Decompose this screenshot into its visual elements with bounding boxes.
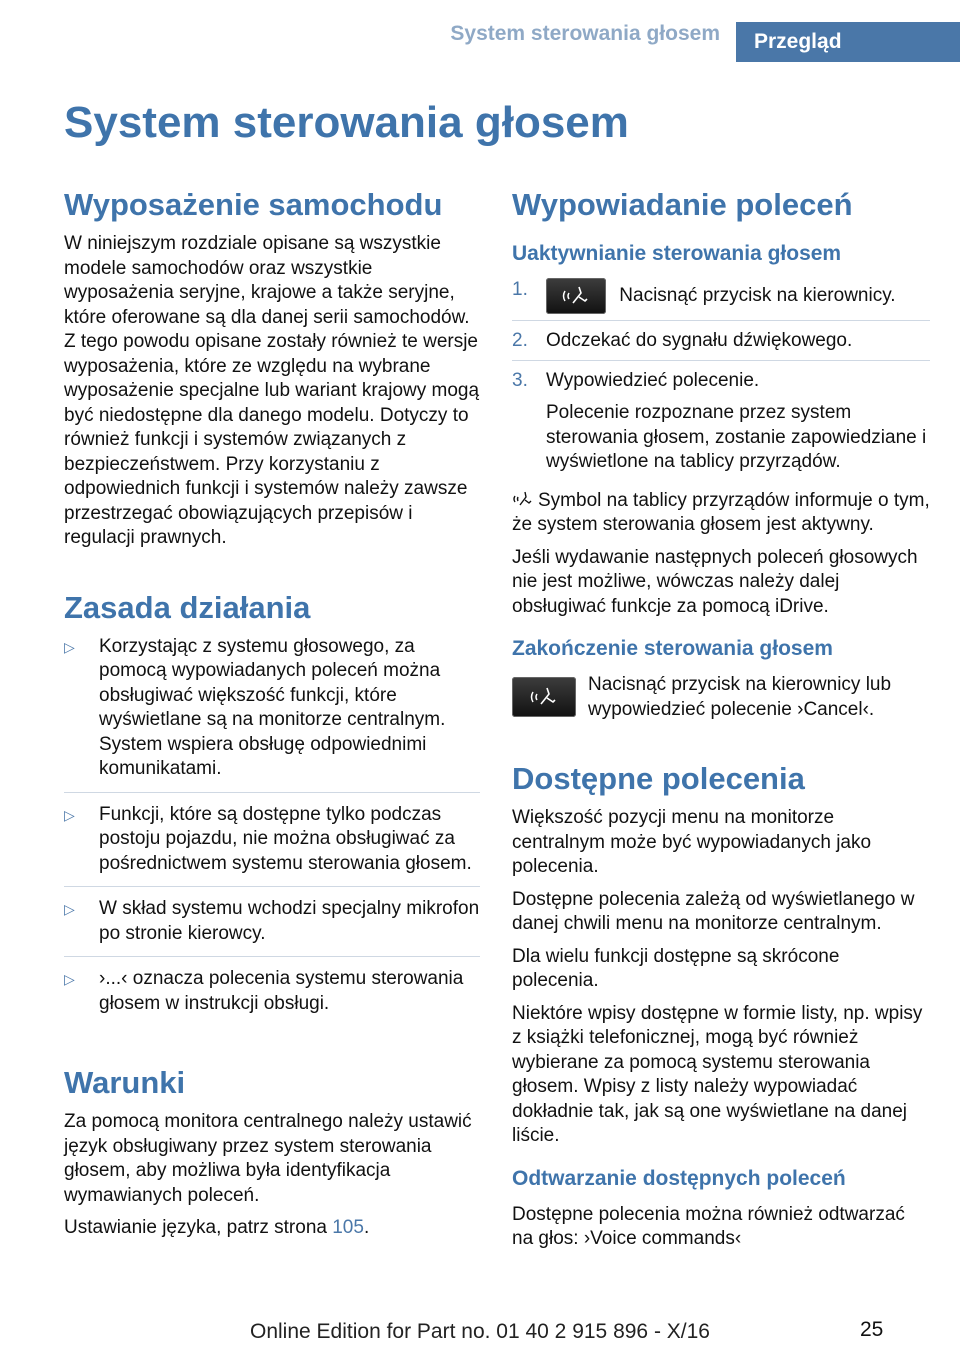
heading-equipment: Wyposażenie samochodu — [64, 187, 443, 222]
subheading-activate: Uaktywnianie sterowania głosem — [512, 242, 842, 265]
available-p4: Niektóre wpisy dostępne w formie listy, np. wpisy z książki telefonicznej, mogą być również wybierane za pomocą systemu sterowania głosem. Wpisy z listy należy wypowiadać dokładnie tak, jak są one wyświetlane na danej liście. — [512, 1002, 923, 1146]
list-item: ▷ W skład systemu wchodzi specjalny mikrofon po stronie kierowcy. — [64, 897, 480, 957]
voice-symbol-icon — [512, 490, 534, 508]
voice-button-icon — [546, 278, 606, 314]
equipment-text: W niniejszym rozdziale opisane są wszystkie modele samochodów oraz wszystkie wyposażenia seryjne, krajowe a także seryjne, które oferowane są dla danej serii samochodów. Z tego powodu opisane zostały również te wersje wyposażenia, które ze względu na wybrane wyposażenie specjalne lub wariant krajowy mogą być niedostępne dla danego modelu. Dotyczy to również funkcji i systemów związanych z bezpieczeństwem. Przy korzystaniu z odpowiednich funkcji i systemów należy zawsze przestrzegać obowiązujących przepisów i regulacji prawnych. — [64, 233, 480, 548]
page-link[interactable]: 105 — [332, 1217, 364, 1238]
available-p1: Większość pozycji menu na monitorze centralnym może być wypowiadanych jako polecenia. — [512, 807, 872, 877]
triangle-bullet-icon: ▷ — [64, 901, 75, 917]
right-column — [512, 186, 930, 1260]
heading-principle: Zasada działania — [64, 589, 311, 625]
list-item: 3. Wypowiedzieć polecenie. Polecenie rozpoznane przez system sterowania głosem, zostanie zapowiedziane i wyświetlone na tablicy przyrządów. — [512, 369, 930, 481]
list-item: ▷ ›...‹ oznacza polecenia systemu sterowania głosem w instrukcji obsługi. — [64, 968, 464, 1014]
heading-available-commands: Dostępne polecenia — [512, 761, 805, 796]
header-section-title: System sterowania głosem — [450, 22, 720, 45]
page-title: System sterowania głosem — [64, 98, 629, 147]
subheading-playback: Odtwarzanie dostępnych poleceń — [512, 1166, 846, 1190]
available-p3: Dla wielu funkcji dostępne są skrócone polecenia. — [512, 945, 840, 991]
activation-steps — [512, 278, 930, 481]
principle-list — [64, 635, 480, 1027]
voice-button-icon — [512, 677, 576, 717]
left-column — [64, 186, 480, 1249]
page-header — [0, 0, 960, 62]
playback-text: Dostępne polecenia można również odtwarzać na głos: ›Voice commands‹ — [512, 1203, 905, 1249]
footer-edition: Online Edition for Part no. 01 40 2 915 896 - X/16 — [250, 1320, 710, 1343]
list-item: ▷ Korzystając z systemu głosowego, za pomocą wypowiadanych poleceń można obsługiwać większość funkcji, które wyświetlane są na monitorze centralnym. System wspiera obsługę odpowiednimi komunikatami. — [64, 635, 480, 793]
available-p2: Dostępne polecenia zależą od wyświetlanego w danej chwili menu na monitorze centralnym. — [512, 888, 915, 934]
heading-requirements: Warunki — [64, 1065, 186, 1100]
subheading-end: Zakończenie sterowania głosem — [512, 637, 833, 660]
list-item: 1. Nacisnąć przycisk na kierownicy. — [512, 278, 930, 321]
triangle-bullet-icon: ▷ — [64, 638, 75, 655]
symbol-text: Symbol na tablicy przyrządów informuje o tym, że system sterowania głosem jest aktywny. — [512, 489, 930, 535]
fallback-note: Jeśli wydawanie następnych poleceń głosowych nie jest możliwe, wówczas należy dalej obsługiwać funkcje za pomocą iDrive. — [512, 546, 918, 617]
language-setting-text: Ustawianie języka, patrz strona 105. — [64, 1217, 370, 1238]
list-item: ▷ Funkcji, które są dostępne tylko podczas postoju pojazdu, nie można obsługiwać za pośrednictwem systemu sterowania głosem. — [64, 803, 480, 888]
page-number: 25 — [860, 1318, 884, 1341]
triangle-bullet-icon: ▷ — [64, 971, 75, 987]
step-detail: Polecenie rozpoznane przez system sterowania głosem, zostanie zapowiedziane i wyświetlone na tablicy przyrządów. — [546, 402, 927, 472]
heading-commands: Wypowiadanie poleceń — [512, 187, 853, 222]
requirements-text: Za pomocą monitora centralnego należy ustawić język obsługiwany przez system sterowania głosem, aby możliwa była identyfikacja wymawianych poleceń. — [64, 1111, 472, 1206]
list-item: 2. Odczekać do sygnału dźwiękowego. — [512, 329, 930, 361]
end-text: Nacisnąć przycisk na kierownicy lub wypowiedzieć polecenie ›Cancel‹. — [588, 674, 892, 720]
end-instruction — [512, 673, 930, 722]
triangle-bullet-icon: ▷ — [64, 806, 75, 823]
header-tab-overview[interactable]: Przegląd — [736, 22, 960, 62]
